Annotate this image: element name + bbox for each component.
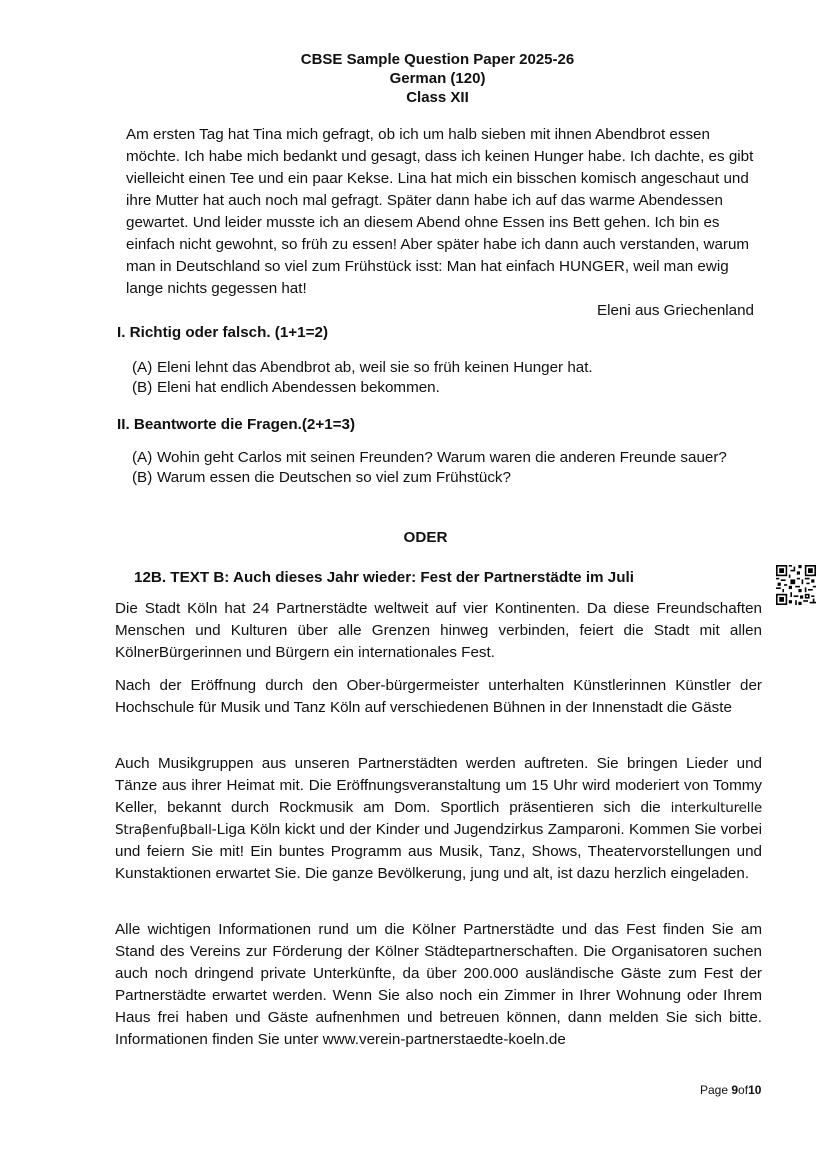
textb-paragraph-3 xyxy=(115,753,762,885)
section2-list xyxy=(132,448,752,488)
item-label: (A) xyxy=(132,449,153,466)
page-number: 9 xyxy=(731,1083,739,1097)
item-label: (A) xyxy=(132,359,153,376)
list-item xyxy=(132,468,752,488)
league-name: interkulturelle Straβenfuβball xyxy=(115,800,762,838)
paragraph-text: Alle wichtigen Informationen rund um die Kölner Partnerstädte und das Fest finden Sie am Stand des Vereins zur Förderung der Kölner Städtepartnerschaften. Die Organisatoren suchen auch noch dringend private Unterkünfte, da über 200.000 ausländische Gäste zum Fest der Partnerstädte erwartet werden. Wenn Sie also noch ein Zimmer in Ihrer Wohnung oder Ihrem Haus frei haben und Gäste aufnenhmen und betreuen können, dann melden Sie sich bitte. Informationen finden Sie unter www.verein-partnerstaedte-koeln.de xyxy=(115,921,762,1048)
item-label: (B) xyxy=(132,379,153,396)
textb-paragraph-4 xyxy=(115,919,762,1051)
item-text: Wohin geht Carlos mit seinen Freunden? Warum waren die anderen Freunde sauer? xyxy=(157,449,727,466)
oder-divider xyxy=(0,529,827,546)
paragraph-text-part: -Liga Köln kickt und der Kinder und Jugendzirkus Zamparoni. Kommen Sie vorbei und feiern Sie mit! Ein buntes Programm aus Musik, Tanz, Shows, Theatervorstellungen und Kunstaktionen erwartet Sie. Die ganze Bevölkerung, jung und alt, ist dazu herzlich eingeladen. xyxy=(115,821,762,882)
intro-text: Am ersten Tag hat Tina mich gefragt, ob ich um halb sieben mit ihnen Abendbrot essen möchte. Ich habe mich bedankt und gesagt, dass ich keinen Hunger habe. Ich dachte, es gibt vielleicht einen Tee und ein paar Kekse. Lina hat mich ein bisschen komisch angeschaut und ihre Mutter hat auch noch mal gefragt. Später dann habe ich auf das warme Abendessen gewartet. Und leider musste ich an diesem Abend ohne Essen ins Bett gehen. Ich bin es einfach nicht gewohnt, so früh zu essen! Aber später habe ich dann auch verstanden, warum man in Deutschland so viel zum Frühstück isst: Man hat einfach HUNGER, weil man ewig lange nichts gegessen hat! xyxy=(126,126,754,297)
class-title: Class XII xyxy=(406,89,469,106)
item-text: Warum essen die Deutschen so viel zum Frühstück? xyxy=(157,469,511,486)
paragraph-text: Die Stadt Köln hat 24 Partnerstädte weltweit auf vier Kontinenten. Da diese Freundschaften Menschen und Kulturen über alle Grenzen hinweg verbinden, feiert die Stadt mit allen KölnerBürgerinnen und Bürgern ein internationales Fest. xyxy=(115,600,762,661)
oder-label: ODER xyxy=(403,529,448,546)
item-text: Eleni lehnt das Abendbrot ab, weil sie so früh keinen Hunger hat. xyxy=(157,359,593,376)
section1-heading: I. Richtig oder falsch. (1+1=2) xyxy=(117,324,329,341)
textb-paragraph-2 xyxy=(115,675,762,719)
textb-paragraph-1 xyxy=(115,598,762,664)
subject-title: German (120) xyxy=(389,70,486,87)
paragraph-text xyxy=(115,753,762,885)
qr-code-icon xyxy=(776,565,816,605)
textb-title: 12B. TEXT B: Auch dieses Jahr wieder: Fest der Partnerstädte im Juli xyxy=(134,569,634,586)
list-item xyxy=(132,378,752,398)
paragraph-text-part: Auch Musikgruppen aus unseren Partnerstädten werden auftreten. Sie bringen Lieder und Tänze aus ihrer Heimat mit. Die Eröffnungsveranstaltung um 15 Uhr wird moderiert von Tommy Keller, bekannt durch Rockmusik am Dom. Sportlich präsentieren sich die xyxy=(115,755,762,816)
document-header xyxy=(0,50,827,107)
section1-list xyxy=(132,358,752,398)
of-word: of xyxy=(738,1083,749,1097)
page-total: 10 xyxy=(748,1083,762,1097)
intro-passage xyxy=(126,124,766,322)
item-label: (B) xyxy=(132,469,153,486)
intro-signature: Eleni aus Griechenland xyxy=(596,302,754,319)
list-item xyxy=(132,448,752,468)
page-word: Page xyxy=(700,1083,732,1097)
list-item xyxy=(132,358,752,378)
section2-heading: II. Beantworte die Fragen.(2+1=3) xyxy=(117,416,356,433)
paper-title: CBSE Sample Question Paper 2025-26 xyxy=(300,51,575,68)
paragraph-text: Nach der Eröffnung durch den Ober-bürgermeister unterhalten Künstlerinnen Künstler der Hochschule für Musik und Tanz Köln auf verschiedenen Bühnen in der Innenstadt die Gäste xyxy=(115,677,762,716)
page-footer xyxy=(700,1083,761,1097)
item-text: Eleni hat endlich Abendessen bekommen. xyxy=(157,379,440,396)
